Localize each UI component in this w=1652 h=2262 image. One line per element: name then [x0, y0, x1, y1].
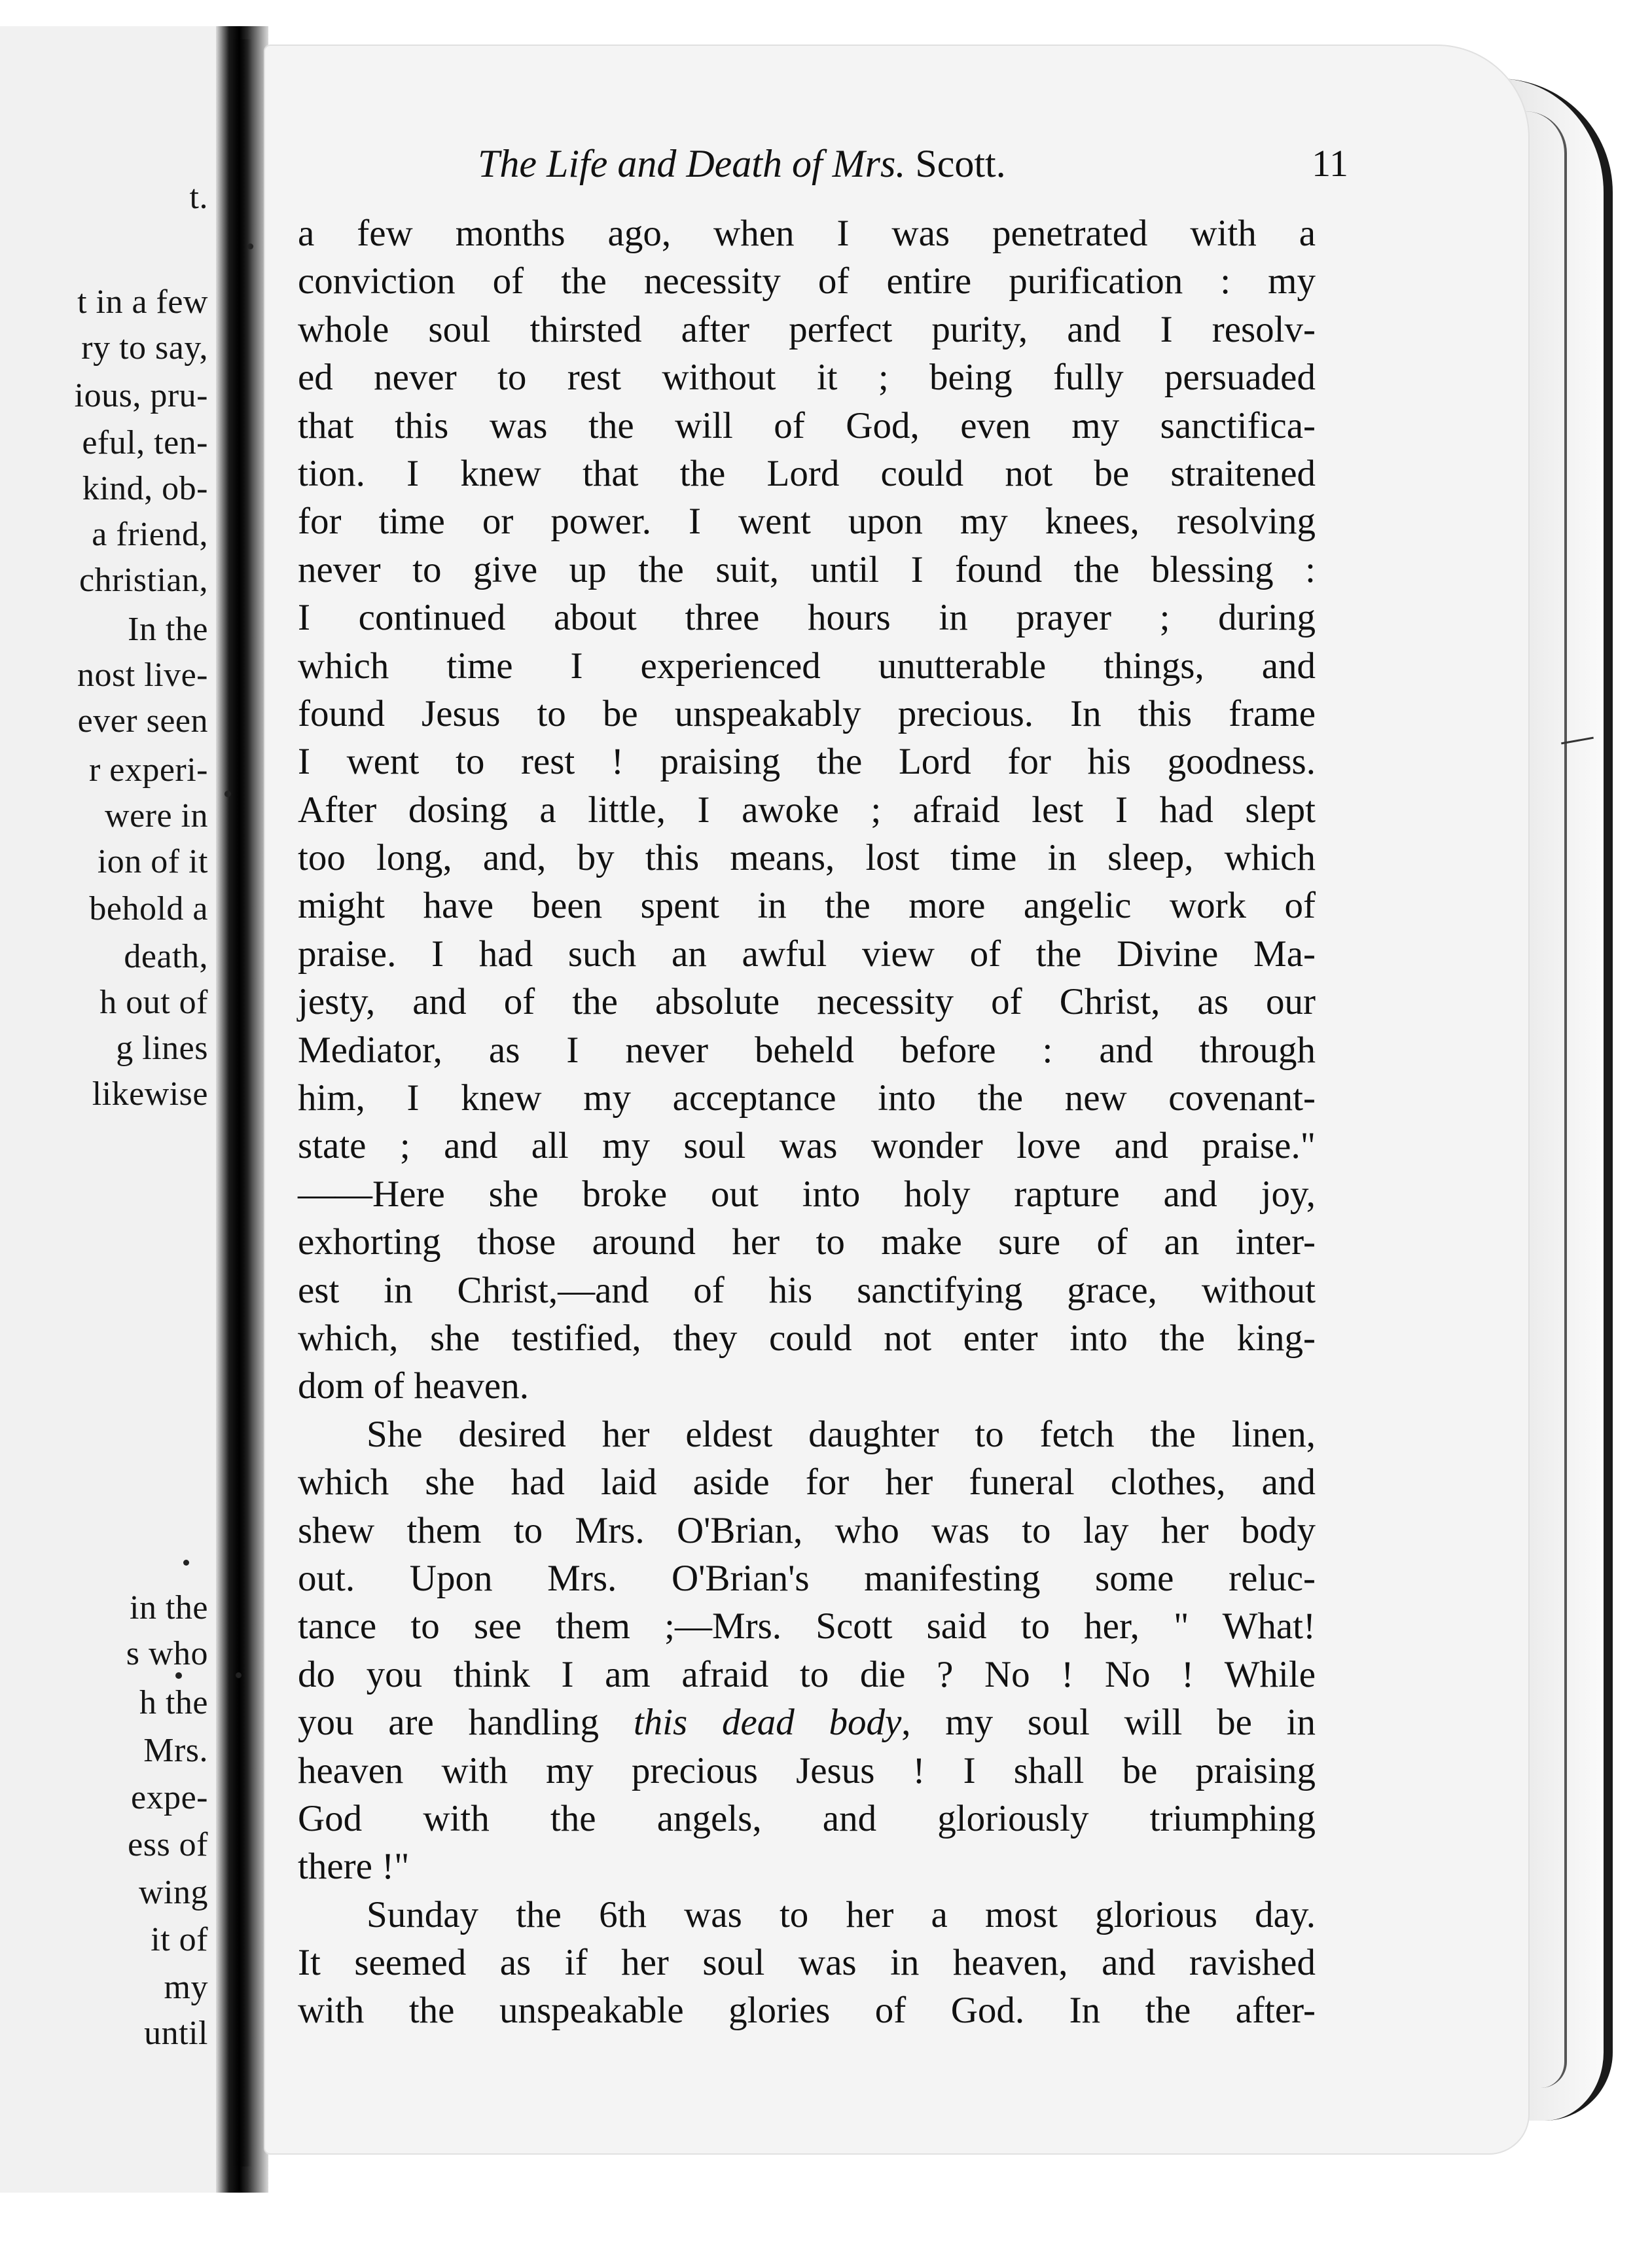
left-line: death, [124, 938, 208, 975]
left-line: h the [139, 1684, 208, 1721]
text-line: never to give up the suit, until I found the blessing : [298, 548, 1316, 590]
left-line: s who [126, 1635, 208, 1672]
text-line: ed never to rest without it ; being fully persuaded [298, 357, 1316, 399]
left-line: ious, pru- [74, 377, 208, 414]
paragraph-start-line: She desired her eldest daughter to fetch the linen, [367, 1413, 1316, 1455]
left-line: behold a [89, 890, 208, 927]
left-line: until [144, 2015, 208, 2052]
running-head-italic: The Life and Death of Mrs. [478, 142, 906, 185]
left-line: a friend, [92, 516, 208, 553]
text-line: do you think I am afraid to die ? No ! No ! While [298, 1653, 1316, 1695]
text-line: tion. I knew that the Lord could not be straitened [298, 452, 1316, 494]
text-line: dom of heaven. [298, 1365, 529, 1407]
text-line: which time I experienced unutterable things, and [298, 645, 1316, 687]
left-line: my [164, 1969, 208, 2006]
text-line: out. Upon Mrs. O'Brian's manifesting some reluc- [298, 1557, 1316, 1599]
text-line: him, I knew my acceptance into the new covenant- [298, 1077, 1316, 1119]
text-segment: , my soul will be in [901, 1702, 1316, 1744]
left-line: kind, ob- [82, 470, 208, 507]
text-line: It seemed as if her soul was in heaven, and ravished [298, 1942, 1316, 1984]
left-line: wing [139, 1874, 208, 1911]
text-line: which, she testified, they could not enter into the king- [298, 1317, 1316, 1359]
text-segment: you are handling [298, 1702, 634, 1744]
margin-mark [247, 243, 253, 249]
left-line: h out of [99, 984, 208, 1021]
left-line: ever seen [77, 702, 208, 740]
left-line: t. [189, 179, 208, 216]
text-line: heaven with my precious Jesus ! I shall be praising [298, 1750, 1316, 1791]
text-line: a few months ago, when I was penetrated with a [298, 213, 1316, 254]
italic-phrase: this dead body [633, 1702, 902, 1744]
left-line: g lines [116, 1030, 208, 1067]
left-line: r experi- [88, 751, 208, 789]
text-line: I continued about three hours in prayer ; during [298, 597, 1316, 639]
text-line: whole soul thirsted after perfect purity, and I resolv- [298, 308, 1316, 350]
gutter-shadow [232, 39, 252, 2166]
text-line: I went to rest ! praising the Lord for his goodness. [298, 741, 1316, 783]
text-line: for time or power. I went upon my knees, resolving [298, 501, 1316, 543]
running-header [478, 134, 1348, 193]
left-line: expe- [131, 1779, 208, 1816]
text-line: conviction of the necessity of entire purification : my [298, 260, 1316, 302]
left-line: nost live- [77, 656, 208, 694]
text-line-with-italic [298, 1698, 1316, 1746]
text-line: there !" [298, 1846, 410, 1888]
left-line: In the [128, 611, 208, 648]
page-number: 11 [1312, 142, 1348, 185]
left-line: Mrs. [143, 1732, 208, 1769]
running-head-title [478, 134, 1006, 193]
text-line: Mediator, as I never beheld before : and through [298, 1029, 1316, 1071]
text-line: tance to see them ;—Mrs. Scott said to her, " What! [298, 1606, 1316, 1647]
left-line: in the [130, 1589, 208, 1626]
text-line: exhorting those around her to make sure of an inter- [298, 1221, 1316, 1263]
running-head-roman: Scott. [905, 142, 1006, 185]
text-line: God with the angels, and gloriously triumphing [298, 1797, 1316, 1839]
margin-mark [175, 1672, 182, 1679]
text-line: found Jesus to be unspeakably precious. In this frame [298, 692, 1316, 734]
page-edge-line [1525, 111, 1567, 2088]
left-line: it of [151, 1921, 208, 1958]
text-line: that this was the will of God, even my sanctifica- [298, 404, 1316, 446]
left-line: were in [105, 797, 208, 835]
text-line: est in Christ,—and of his sanctifying grace, without [298, 1269, 1316, 1311]
text-line: shew them to Mrs. O'Brian, who was to lay her body [298, 1509, 1316, 1551]
text-line: ——Here she broke out into holy rapture and joy, [298, 1173, 1316, 1215]
paragraph-start-line: Sunday the 6th was to her a most glorious day. [367, 1894, 1316, 1935]
text-line: which she had laid aside for her funeral clothes, and [298, 1462, 1316, 1503]
margin-mark [224, 791, 231, 797]
left-line: likewise [92, 1075, 208, 1113]
left-line: ess of [128, 1826, 208, 1863]
text-line: might have been spent in the more angelic work of [298, 885, 1316, 927]
body-text [298, 209, 1316, 2035]
left-line: t in a few [77, 283, 208, 321]
text-line: jesty, and of the absolute necessity of Christ, as our [298, 981, 1316, 1023]
margin-mark [236, 1672, 242, 1678]
left-facing-page [0, 26, 216, 2193]
text-line: with the unspeakable glories of God. In the after- [298, 1990, 1316, 2032]
left-line: christian, [79, 562, 208, 599]
text-line: praise. I had such an awful view of the Divine Ma- [298, 933, 1316, 975]
text-line: state ; and all my soul was wonder love and praise." [298, 1125, 1316, 1167]
left-line: ry to say, [81, 329, 208, 367]
margin-mark [183, 1560, 189, 1566]
text-line: After dosing a little, I awoke ; afraid lest I had slept [298, 789, 1316, 831]
left-line: ion of it [97, 843, 208, 880]
left-line: eful, ten- [82, 424, 208, 461]
text-line: too long, and, by this means, lost time in sleep, which [298, 837, 1316, 879]
